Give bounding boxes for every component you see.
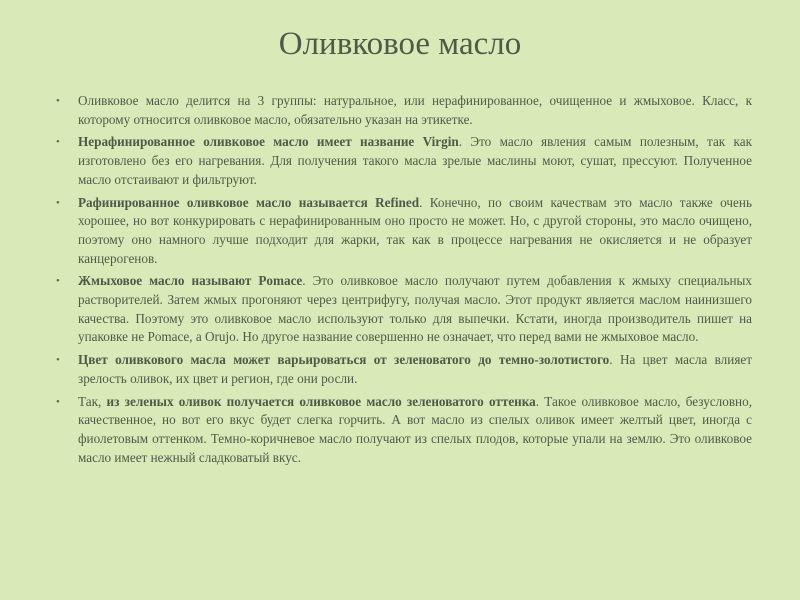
bullet-bold-text: Цвет оливкового масла может варьироваться от зеленоватого до темно-золотистого: [78, 352, 610, 368]
bullet-text: . На цвет масла влияет зрелость оливок, их цвет и регион, где они росли.: [78, 352, 752, 386]
bullet-item: [56, 393, 752, 468]
bullet-dot-icon: •: [56, 354, 60, 367]
bullet-item: [56, 133, 752, 189]
bullet-text: . Это масло явления самым полезным, так как изготовлено без его нагревания. Для получения такого масла зрелые маслины моют, сушат, прессуют. Полученное масло отстаивают и фильтруют.: [78, 134, 752, 187]
slide-title: Оливковое масло: [278, 26, 522, 62]
bullet-bold-text: Жмыховое масло называют Pomace: [78, 273, 303, 289]
bullet-bold-text: из зеленых оливок получается оливковое масло зеленоватого оттенка: [106, 393, 536, 409]
bullet-item: [56, 194, 752, 269]
bullet-item: [56, 272, 752, 347]
bullet-text: . Конечно, по своим качествам это масло также очень хорошее, но вот конкурировать с нерафинированным оно просто не может. Но, с другой стороны, это масло очищено, поэтому оно намного лучше подходит для жарки, так как в процессе нагревания не окисляется и не образует канцерогенов.: [78, 194, 752, 266]
bullet-item: [56, 351, 752, 388]
bullet-text: Оливковое масло делится на 3 группы: натуральное, или нерафинированное, очищенное и жмыховое. Класс, к которому относится оливковое масло, обязательно указан на этикетке.: [78, 93, 752, 127]
bullet-dot-icon: •: [56, 395, 60, 408]
bullet-dot-icon: •: [56, 136, 60, 149]
bullet-dot-icon: •: [56, 196, 60, 209]
bullet-dot-icon: •: [56, 275, 60, 288]
bullet-item: [56, 92, 752, 129]
bullet-text: . Такое оливковое масло, безусловно, качественное, но вот его вкус будет слегка горчить. А вот масло из спелых оливок имеет желтый цвет, иногда с фиолетовым оттенком. Темно-коричневое масло получают из спелых плодов, которые упали на землю. Это оливковое масло имеет нежный сладковатый вкус.: [78, 393, 752, 465]
bullet-text: . Это оливковое масло получают путем добавления к жмыху специальных растворителей. Затем жмых прогоняют через центрифугу, получая масло. Этот продукт является маслом наинизшего качества. Поэтому это оливковое масло используют только для выпечки. Кстати, иногда производитель пишет на упаковке не Pomace, а Orujo. Но другое название совершенно не означает, что перед вами не жмыховое масло.: [78, 273, 752, 345]
bullet-bold-text: Нерафинированное оливковое масло имеет название Virgin: [78, 134, 459, 150]
bullet-dot-icon: •: [56, 95, 60, 107]
bullet-list: [56, 92, 752, 471]
bullet-lead-text: Так,: [78, 393, 107, 409]
bullet-bold-text: Рафинированное оливковое масло называется Refined: [78, 194, 420, 210]
